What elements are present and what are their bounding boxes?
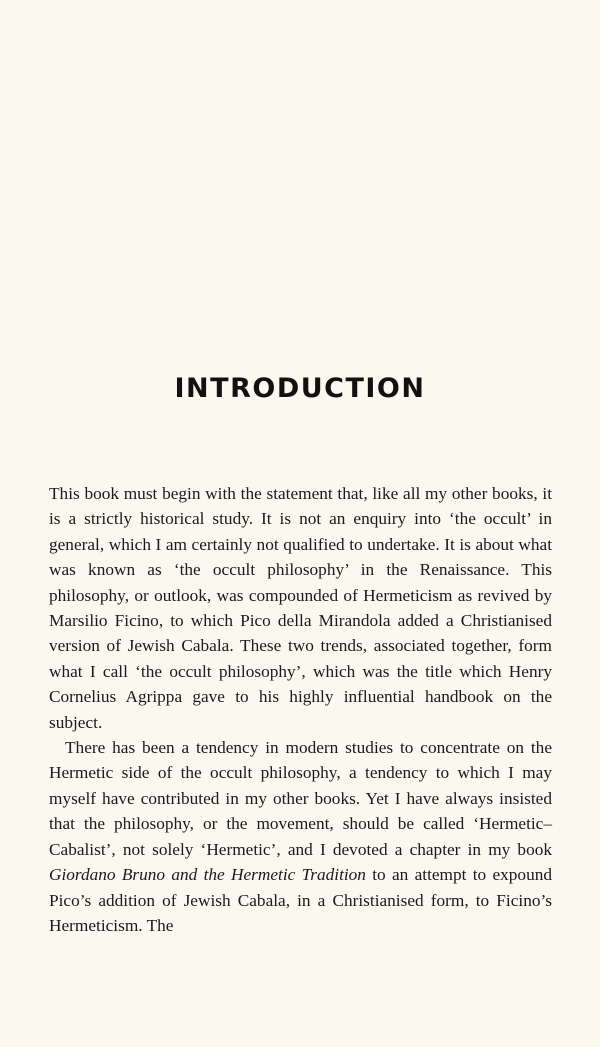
chapter-title: INTRODUCTION [174,373,426,404]
paragraph-2 [49,735,552,938]
paragraph-2-text-start: There has been a tendency in modern studies to concentrate on the Hermetic side of the occult philosophy, a tendency to which I may myself have contributed in my other books. Yet I have always insisted that the philosophy, or the movement, should be called ‘Hermetic–Cabalist’, not solely ‘Hermetic’, and I devoted a chapter in my book [49,738,552,859]
paragraph-1: This book must begin with the statement that, like all my other books, it is a strictly historical study. It is not an enquiry into ‘the occult’ in general, which I am certainly not qualified to undertake. It is about what was known as ‘the occult philosophy’ in the Renaissance. This philosophy, or outlook, was compounded of Hermeticism as revived by Marsilio Ficino, to which Pico della Mirandola added a Christianised version of Jewish Cabala. These two trends, associated together, form what I call ‘the occult philosophy’, which was the title which Henry Cornelius Agrippa gave to his highly influential handbook on the subject. [49,484,552,732]
chapter-body [49,481,552,938]
book-title-reference: Giordano Bruno and the Hermetic Tradition [49,865,366,885]
paragraph-2-text-end: to an attempt to expound Pico’s addition of Jewish Cabala, in a Christianised form, to Ficino’s Hermeticism. The [49,865,552,935]
